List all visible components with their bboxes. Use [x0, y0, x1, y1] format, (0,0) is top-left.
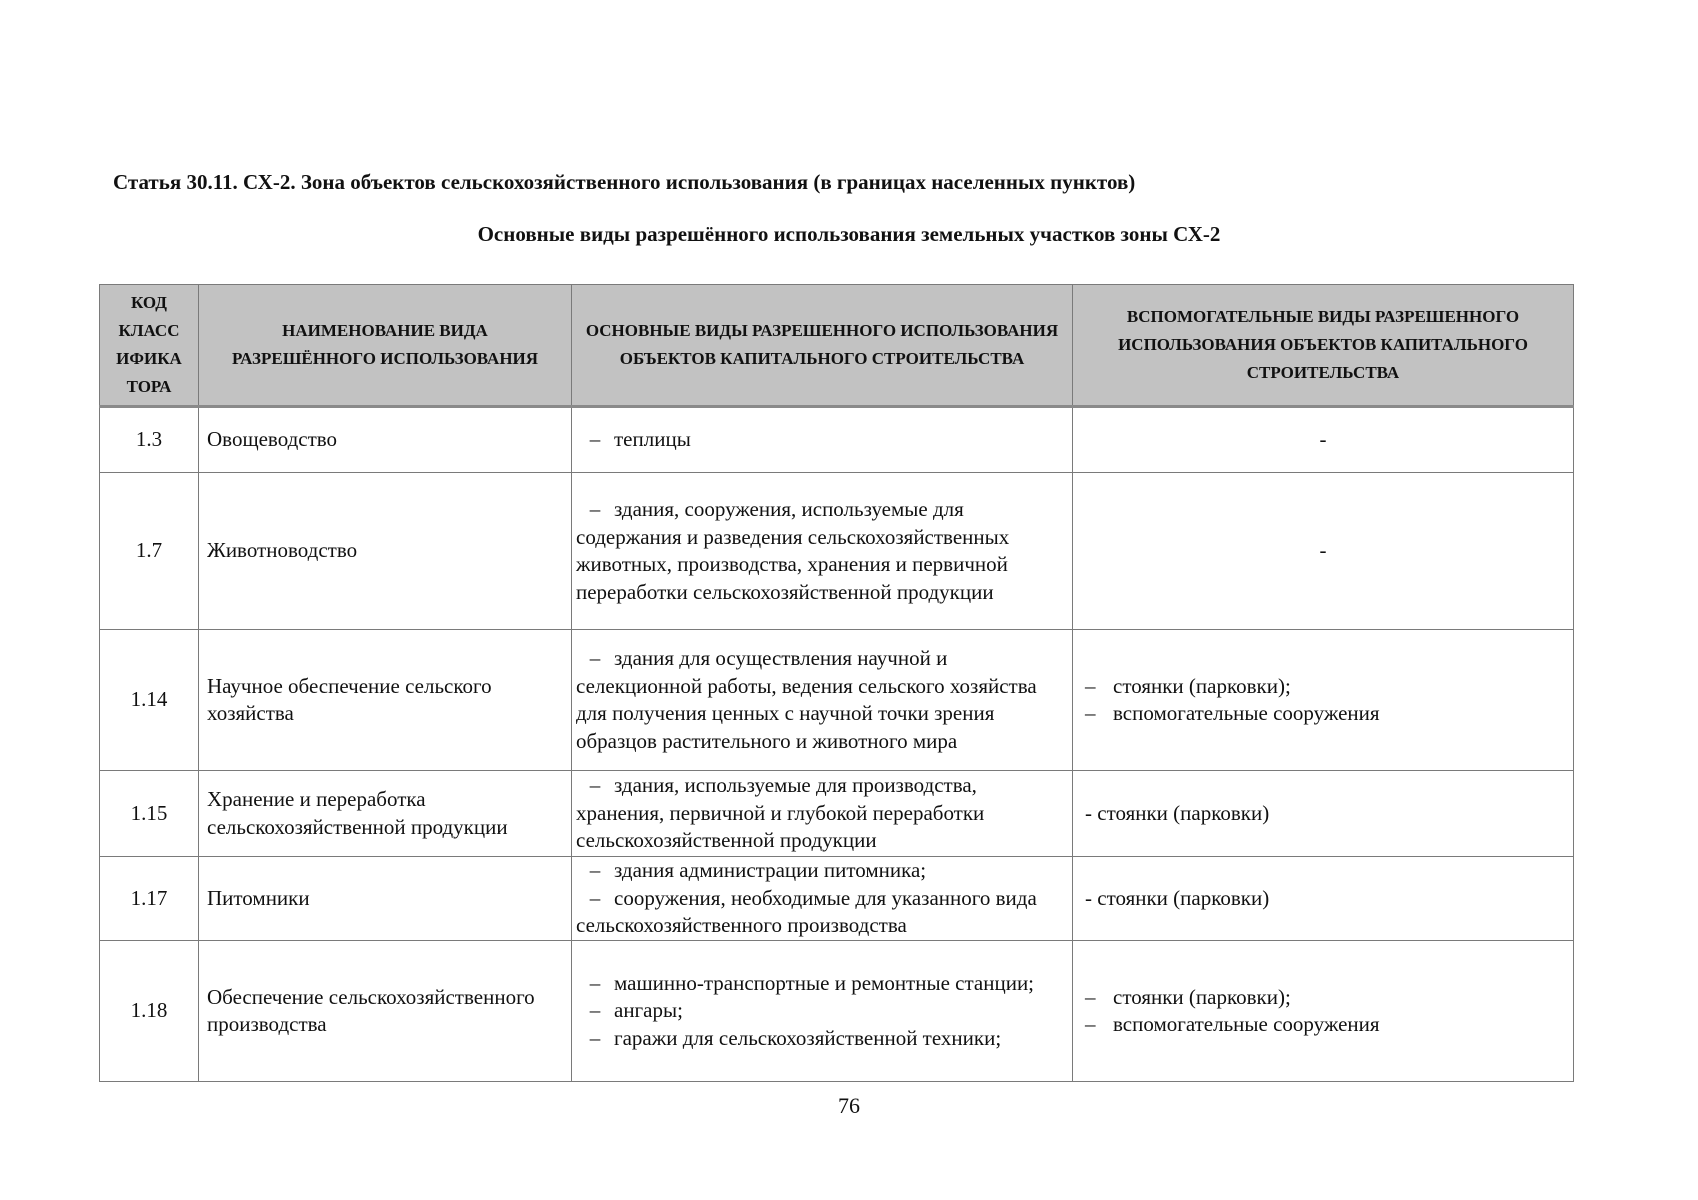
row-main-uses	[572, 473, 1073, 630]
table-row	[100, 941, 1574, 1082]
row-name: Животноводство	[199, 473, 572, 630]
aux-use-item	[1085, 1011, 1561, 1039]
aux-use-text: стоянки (парковки);	[1113, 673, 1291, 698]
table-row	[100, 857, 1574, 941]
row-aux-uses: - стоянки (парковки)	[1073, 771, 1574, 857]
aux-use-text: стоянки (парковки);	[1113, 984, 1291, 1009]
main-use-item	[576, 970, 1068, 998]
main-use-item	[576, 857, 1068, 885]
header-main-uses: ОСНОВНЫЕ ВИДЫ РАЗРЕШЕННОГО ИСПОЛЬЗОВАНИЯ ОБЪЕКТОВ КАПИТАЛЬНОГО СТРОИТЕЛЬСТВА	[572, 285, 1073, 407]
main-use-text: гаражи для сельскохозяйственной техники;	[614, 1025, 1002, 1050]
table-caption: Основные виды разрешённого использования земельных участков зоны СХ-2	[477, 222, 1221, 246]
aux-use-item	[1085, 700, 1561, 728]
main-use-text: здания администрации питомника;	[614, 858, 927, 883]
row-main-uses	[572, 857, 1073, 941]
row-main-uses	[572, 941, 1073, 1082]
row-name: Хранение и переработка сельскохозяйственной продукции	[199, 771, 572, 857]
row-code: 1.14	[100, 630, 199, 771]
main-use-item	[576, 426, 1068, 454]
dash-marker: –	[589, 646, 601, 670]
main-use-text: здания, сооружения, используемые для содержания и разведения сельскохозяйственных животных, производства, хранения и первичной переработки сельскохозяйственной продукции	[576, 497, 1010, 604]
dash-marker: –	[589, 858, 601, 883]
main-use-text: теплицы	[614, 427, 691, 452]
table-row	[100, 407, 1574, 473]
article-title: Статья 30.11. СХ-2. Зона объектов сельскохозяйственного использования (в границах населенных пунктов)	[113, 170, 1136, 194]
dash-marker: –	[589, 1025, 601, 1050]
main-use-item	[576, 496, 1068, 606]
dash-marker: –	[589, 970, 601, 995]
aux-use-text: вспомогательные сооружения	[1113, 701, 1380, 725]
permitted-use-table	[99, 284, 1574, 1082]
main-use-item	[576, 772, 1068, 855]
dash-marker: –	[589, 998, 601, 1023]
row-aux-uses	[1073, 630, 1574, 771]
main-use-text: ангары;	[614, 998, 683, 1023]
aux-use-text: вспомогательные сооружения	[1113, 1012, 1380, 1036]
dash-marker: –	[589, 427, 601, 452]
main-use-text: сооружения, необходимые для указанного вида сельскохозяйственного производства	[576, 885, 1037, 938]
row-main-uses	[572, 407, 1073, 473]
row-name: Научное обеспечение сельского хозяйства	[199, 630, 572, 771]
row-aux-uses: -	[1073, 473, 1574, 630]
row-aux-uses	[1073, 941, 1574, 1082]
row-name: Питомники	[199, 857, 572, 941]
dash-marker: –	[589, 497, 601, 521]
dash-marker: –	[1085, 1012, 1096, 1036]
table-row	[100, 771, 1574, 857]
main-use-text: здания для осуществления научной и селекционной работы, ведения сельского хозяйства для получения ценных с научной точки зрения образцов растительного и животного мира	[576, 646, 1037, 753]
row-name: Обеспечение сельскохозяйственного производства	[199, 941, 572, 1082]
dash-marker: –	[1085, 673, 1096, 698]
row-name: Овощеводство	[199, 407, 572, 473]
dash-marker: –	[589, 885, 601, 910]
row-code: 1.18	[100, 941, 199, 1082]
row-aux-uses: - стоянки (парковки)	[1073, 857, 1574, 941]
page-number: 76	[838, 1093, 860, 1118]
header-aux-uses: ВСПОМОГАТЕЛЬНЫЕ ВИДЫ РАЗРЕШЕННОГО ИСПОЛЬЗОВАНИЯ ОБЪЕКТОВ КАПИТАЛЬНОГО СТРОИТЕЛЬСТВА	[1073, 285, 1574, 407]
header-code: КОД КЛАСС ИФИКА ТОРА	[100, 285, 199, 407]
row-main-uses	[572, 630, 1073, 771]
table-header-row	[100, 285, 1574, 407]
main-use-item	[576, 1025, 1068, 1053]
dash-marker: –	[1085, 984, 1096, 1009]
dash-marker: –	[589, 773, 601, 798]
main-use-item	[576, 885, 1068, 940]
row-main-uses	[572, 771, 1073, 857]
aux-use-item	[1085, 673, 1561, 701]
main-use-text: машинно-транспортные и ремонтные станции;	[614, 970, 1035, 995]
main-use-item	[576, 645, 1068, 755]
row-code: 1.7	[100, 473, 199, 630]
table-row	[100, 630, 1574, 771]
aux-use-item	[1085, 984, 1561, 1012]
table-row	[100, 473, 1574, 630]
dash-marker: –	[1085, 701, 1096, 725]
row-code: 1.15	[100, 771, 199, 857]
main-use-text: здания, используемые для производства, хранения, первичной и глубокой переработки сельскохозяйственной продукции	[576, 773, 985, 853]
header-name: НАИМЕНОВАНИЕ ВИДА РАЗРЕШЁННОГО ИСПОЛЬЗОВАНИЯ	[199, 285, 572, 407]
row-code: 1.17	[100, 857, 199, 941]
main-use-item	[576, 997, 1068, 1025]
row-aux-uses: -	[1073, 407, 1574, 473]
row-code: 1.3	[100, 407, 199, 473]
